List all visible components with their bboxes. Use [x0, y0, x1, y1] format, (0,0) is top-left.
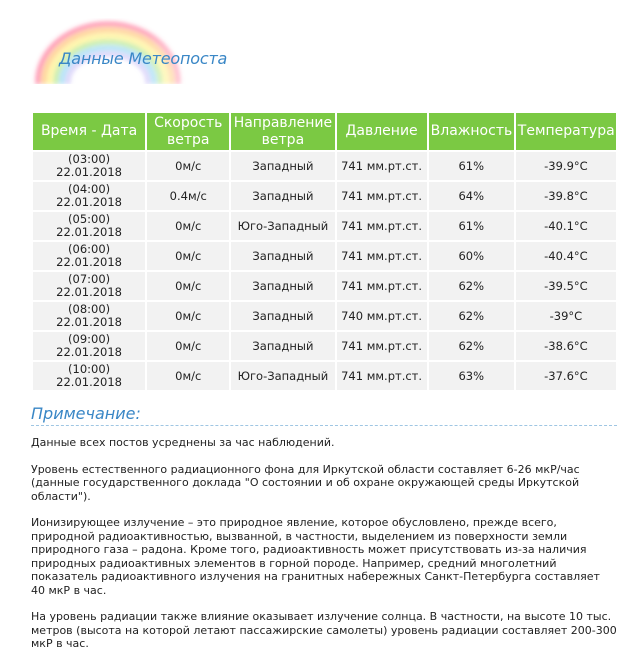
- cell-wind-direction: Западный: [231, 332, 334, 360]
- column-header-wind-direction: Направление ветра: [231, 113, 334, 150]
- cell-humidity: 62%: [429, 272, 514, 300]
- date-text: 22.01.2018: [56, 285, 123, 299]
- cell-humidity: 60%: [429, 242, 514, 270]
- cell-temperature: -39.9°C: [516, 152, 616, 180]
- cell-time-date: [33, 272, 145, 300]
- table-row: [33, 242, 616, 270]
- cell-wind-direction: Западный: [231, 182, 334, 210]
- cell-wind-direction: Западный: [231, 152, 334, 180]
- cell-time-date: [33, 152, 145, 180]
- note-title: Примечание:: [31, 404, 617, 426]
- note-paragraph: Ионизирующее излучение – это природное явление, которое обусловлено, прежде всего, природной радиоактивностью, вызванной, в частности, выделением из поверхности земли природного газа – радона. Кроме того, радиоактивность может присутствовать из-за наличия природных радиоактивных элементов в горной породе. Например, средний многолетний показатель радиоактивного излучения на гранитных набережных Санкт-Петербурга составляет 40 мкР в час.: [31, 516, 600, 597]
- column-header-wind-speed: Скорость ветра: [147, 113, 229, 150]
- cell-wind-speed: 0.4м/с: [147, 182, 229, 210]
- cell-pressure: 740 мм.рт.ст.: [337, 302, 427, 330]
- cell-wind-speed: 0м/с: [147, 302, 229, 330]
- cell-pressure: 741 мм.рт.ст.: [337, 272, 427, 300]
- date-text: 22.01.2018: [56, 255, 123, 269]
- time-text: (06:00): [68, 242, 111, 256]
- cell-pressure: 741 мм.рт.ст.: [337, 152, 427, 180]
- note-section: [31, 404, 617, 664]
- table-row: [33, 212, 616, 240]
- cell-wind-direction: Западный: [231, 272, 334, 300]
- date-text: 22.01.2018: [56, 315, 123, 329]
- weather-table: [31, 111, 618, 392]
- cell-temperature: -39.5°C: [516, 272, 616, 300]
- cell-wind-speed: 0м/с: [147, 212, 229, 240]
- table-row: [33, 152, 616, 180]
- site-title[interactable]: Данные Метеопоста: [59, 49, 228, 68]
- time-text: (05:00): [68, 212, 111, 226]
- column-header-temperature: Температура: [516, 113, 616, 150]
- table-row: [33, 362, 616, 390]
- cell-temperature: -39.8°C: [516, 182, 616, 210]
- cell-temperature: -40.1°C: [516, 212, 616, 240]
- time-text: (04:00): [68, 182, 111, 196]
- cell-temperature: -40.4°C: [516, 242, 616, 270]
- cell-temperature: -38.6°C: [516, 332, 616, 360]
- cell-pressure: 741 мм.рт.ст.: [337, 242, 427, 270]
- cell-wind-direction: Западный: [231, 242, 334, 270]
- time-text: (09:00): [68, 332, 111, 346]
- time-text: (10:00): [68, 362, 111, 376]
- cell-time-date: [33, 332, 145, 360]
- cell-humidity: 61%: [429, 152, 514, 180]
- cell-time-date: [33, 182, 145, 210]
- cell-wind-speed: 0м/с: [147, 242, 229, 270]
- cell-pressure: 741 мм.рт.ст.: [337, 182, 427, 210]
- time-text: (03:00): [68, 152, 111, 166]
- note-paragraph: Уровень естественного радиационного фона для Иркутской области составляет 6-26 мкР/час (данные государственного доклада "О состоянии и об охране окружающей среды Иркутской области").: [31, 462, 580, 503]
- cell-temperature: -37.6°C: [516, 362, 616, 390]
- cell-humidity: 64%: [429, 182, 514, 210]
- cell-temperature: -39°C: [516, 302, 616, 330]
- table-row: [33, 302, 616, 330]
- column-header-time: Время - Дата: [33, 113, 145, 150]
- cell-humidity: 62%: [429, 302, 514, 330]
- cell-time-date: [33, 302, 145, 330]
- time-text: (08:00): [68, 302, 111, 316]
- cell-time-date: [33, 242, 145, 270]
- cell-pressure: 741 мм.рт.ст.: [337, 332, 427, 360]
- date-text: 22.01.2018: [56, 375, 123, 389]
- column-header-pressure: Давление: [337, 113, 427, 150]
- cell-time-date: [33, 362, 145, 390]
- cell-wind-direction: Юго-Западный: [231, 362, 334, 390]
- date-text: 22.01.2018: [56, 225, 123, 239]
- cell-humidity: 63%: [429, 362, 514, 390]
- cell-time-date: [33, 212, 145, 240]
- time-text: (07:00): [68, 272, 111, 286]
- rainbow-logo-icon: [28, 4, 248, 84]
- cell-wind-speed: 0м/с: [147, 272, 229, 300]
- cell-wind-speed: 0м/с: [147, 152, 229, 180]
- table-row: [33, 332, 616, 360]
- cell-wind-direction: Западный: [231, 302, 334, 330]
- column-header-humidity: Влажность: [429, 113, 514, 150]
- table-row: [33, 272, 616, 300]
- table-row: [33, 182, 616, 210]
- cell-pressure: 741 мм.рт.ст.: [337, 212, 427, 240]
- cell-humidity: 62%: [429, 332, 514, 360]
- date-text: 22.01.2018: [56, 345, 123, 359]
- note-paragraph: На уровень радиации также влияние оказывает излучение солнца. В частности, на высоте 10 тыс. метров (высота на которой летают пассажирские самолеты) уровень радиации составляет 200-300 мкР в час.: [31, 610, 617, 650]
- date-text: 22.01.2018: [56, 165, 123, 179]
- cell-pressure: 741 мм.рт.ст.: [337, 362, 427, 390]
- date-text: 22.01.2018: [56, 195, 123, 209]
- table-header-row: [33, 113, 616, 150]
- cell-wind-direction: Юго-Западный: [231, 212, 334, 240]
- note-paragraph: Данные всех постов усреднены за час наблюдений.: [31, 436, 335, 449]
- cell-wind-speed: 0м/с: [147, 362, 229, 390]
- cell-humidity: 61%: [429, 212, 514, 240]
- cell-wind-speed: 0м/с: [147, 332, 229, 360]
